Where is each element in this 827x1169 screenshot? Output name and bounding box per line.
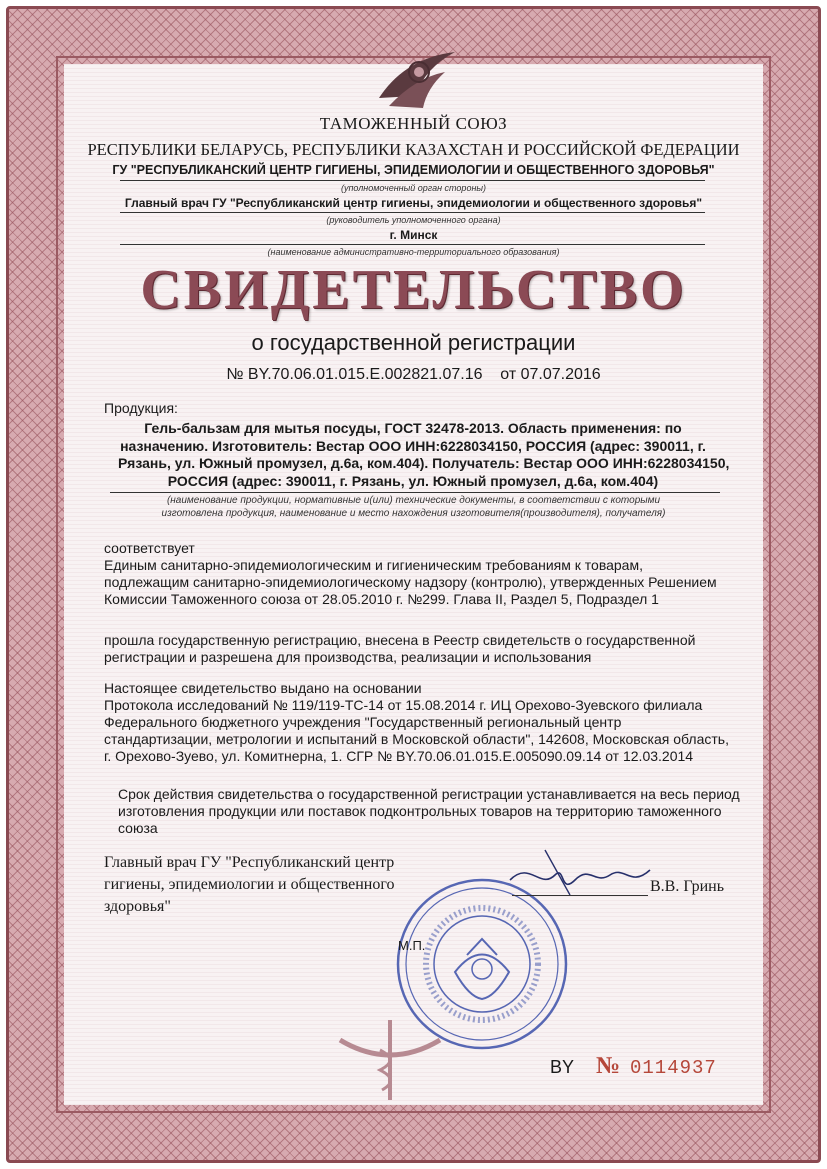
signatory-position-line: здоровья": [104, 898, 171, 915]
signatory-position-line: гигиены, эпидемиологии и общественного: [104, 876, 395, 893]
registration-line: прошла государственную регистрацию, внесена в Реестр свидетельств о государственной: [104, 632, 696, 648]
signatory-name: В.В. Гринь: [650, 878, 725, 895]
signature-line: [512, 895, 648, 896]
head-caption: (руководитель уполномоченного органа): [326, 215, 501, 225]
validity-line: Срок действия свидетельства о государственной регистрации устанавливается на весь период: [118, 786, 740, 802]
product-description: [118, 420, 730, 490]
basis-line: Протокола исследований № 119/119-ТС-14 от 15.08.2014 г. ИЦ Орехово-Зуевского филиала: [104, 697, 703, 713]
product-underline: [110, 492, 720, 493]
basis-label: Настоящее свидетельство выдано на основании: [104, 680, 422, 696]
conformity-line: подлежащим санитарно-эпидемиологическому надзору (контролю), утвержденных Решением: [104, 574, 717, 590]
city-underline: [120, 244, 705, 245]
validity-line: союза: [118, 820, 158, 836]
head-name: Главный врач ГУ "Республиканский центр гигиены, эпидемиологии и общественного здоровья": [124, 196, 703, 210]
conformity-line: Единым санитарно-эпидемиологическим и гигиеническим требованиям к товарам,: [104, 557, 643, 573]
conformity-label: соответствует: [104, 540, 195, 556]
product-line: Рязань, ул. Южный промузел, д.6а, ком.404). Получатель: Вестар ООО ИНН:6228034150,: [118, 455, 730, 471]
basis-line: Федерального бюджетного учреждения "Государственный региональный центр: [104, 714, 622, 730]
product-label: Продукция:: [104, 400, 178, 416]
product-caption-1: (наименование продукции, нормативные и(или) технические документы, в соответствии с которыми: [166, 495, 661, 506]
signature-icon: [500, 840, 660, 910]
city-name: г. Минск: [389, 228, 438, 242]
head-underline: [120, 212, 705, 213]
product-caption-2: изготовлена продукция, наименование и место нахождения изготовителя(производителя), получателя): [161, 508, 666, 519]
document-title: СВИДЕТЕЛЬСТВО: [140, 259, 687, 321]
republics-line: РЕСПУБЛИКИ БЕЛАРУСЬ, РЕСПУБЛИКИ КАЗАХСТАН И РОССИЙСКОЙ ФЕДЕРАЦИИ: [87, 140, 740, 159]
basis-line: стандартизации, метрологии и испытаний в Московской области", 142608, Московская область,: [104, 731, 729, 747]
validity-line: изготовления продукции или поставок подконтрольных товаров на территорию таможенного: [118, 803, 722, 819]
registration-number: № BY.70.06.01.015.E.002821.07.16 от 07.07.2016: [226, 366, 601, 383]
union-title: ТАМОЖЕННЫЙ СОЮЗ: [319, 114, 508, 133]
product-line: Гель-бальзам для мытья посуды, ГОСТ 32478-2013. Область применения: по: [144, 420, 682, 436]
authority-caption: (уполномоченный орган стороны): [340, 183, 487, 193]
registration-line: регистрации и разрешена для производства, реализации и использования: [104, 649, 592, 665]
authority-underline: [120, 180, 705, 181]
product-line: назначению. Изготовитель: Вестар ООО ИНН:6228034150, РОССИЯ (адрес: 390011, г.: [120, 437, 706, 454]
country-code: BY: [550, 1057, 575, 1077]
number-sign: №: [596, 1053, 621, 1079]
product-line: РОССИЯ (адрес: 390011, г. Рязань, ул. Южный промузел, д.6а, ком.404): [167, 472, 659, 489]
conformity-line: Комиссии Таможенного союза от 28.05.2010 г. №299. Глава II, Раздел 5, Подраздел 1: [104, 591, 659, 607]
customs-union-logo-icon: [375, 48, 459, 112]
city-caption: (наименование административно-территориального образования): [267, 247, 560, 257]
serial-number: 0114937: [630, 1057, 717, 1079]
stamp-mark: М.П.: [398, 938, 426, 953]
authority-name: ГУ "РЕСПУБЛИКАНСКИЙ ЦЕНТР ГИГИЕНЫ, ЭПИДЕМИОЛОГИИ И ОБЩЕСТВЕННОГО ЗДОРОВЬЯ": [112, 163, 715, 177]
document-subtitle: о государственной регистрации: [251, 330, 576, 355]
basis-line: г. Орехово-Зуево, ул. Комитнерна, 1. СГР № BY.70.06.01.015.Е.005090.09.14 от 12.03.2014: [104, 748, 694, 764]
hygiene-emblem-icon: [330, 1010, 450, 1105]
signatory-position-line: Главный врач ГУ "Республиканский центр: [104, 854, 395, 871]
